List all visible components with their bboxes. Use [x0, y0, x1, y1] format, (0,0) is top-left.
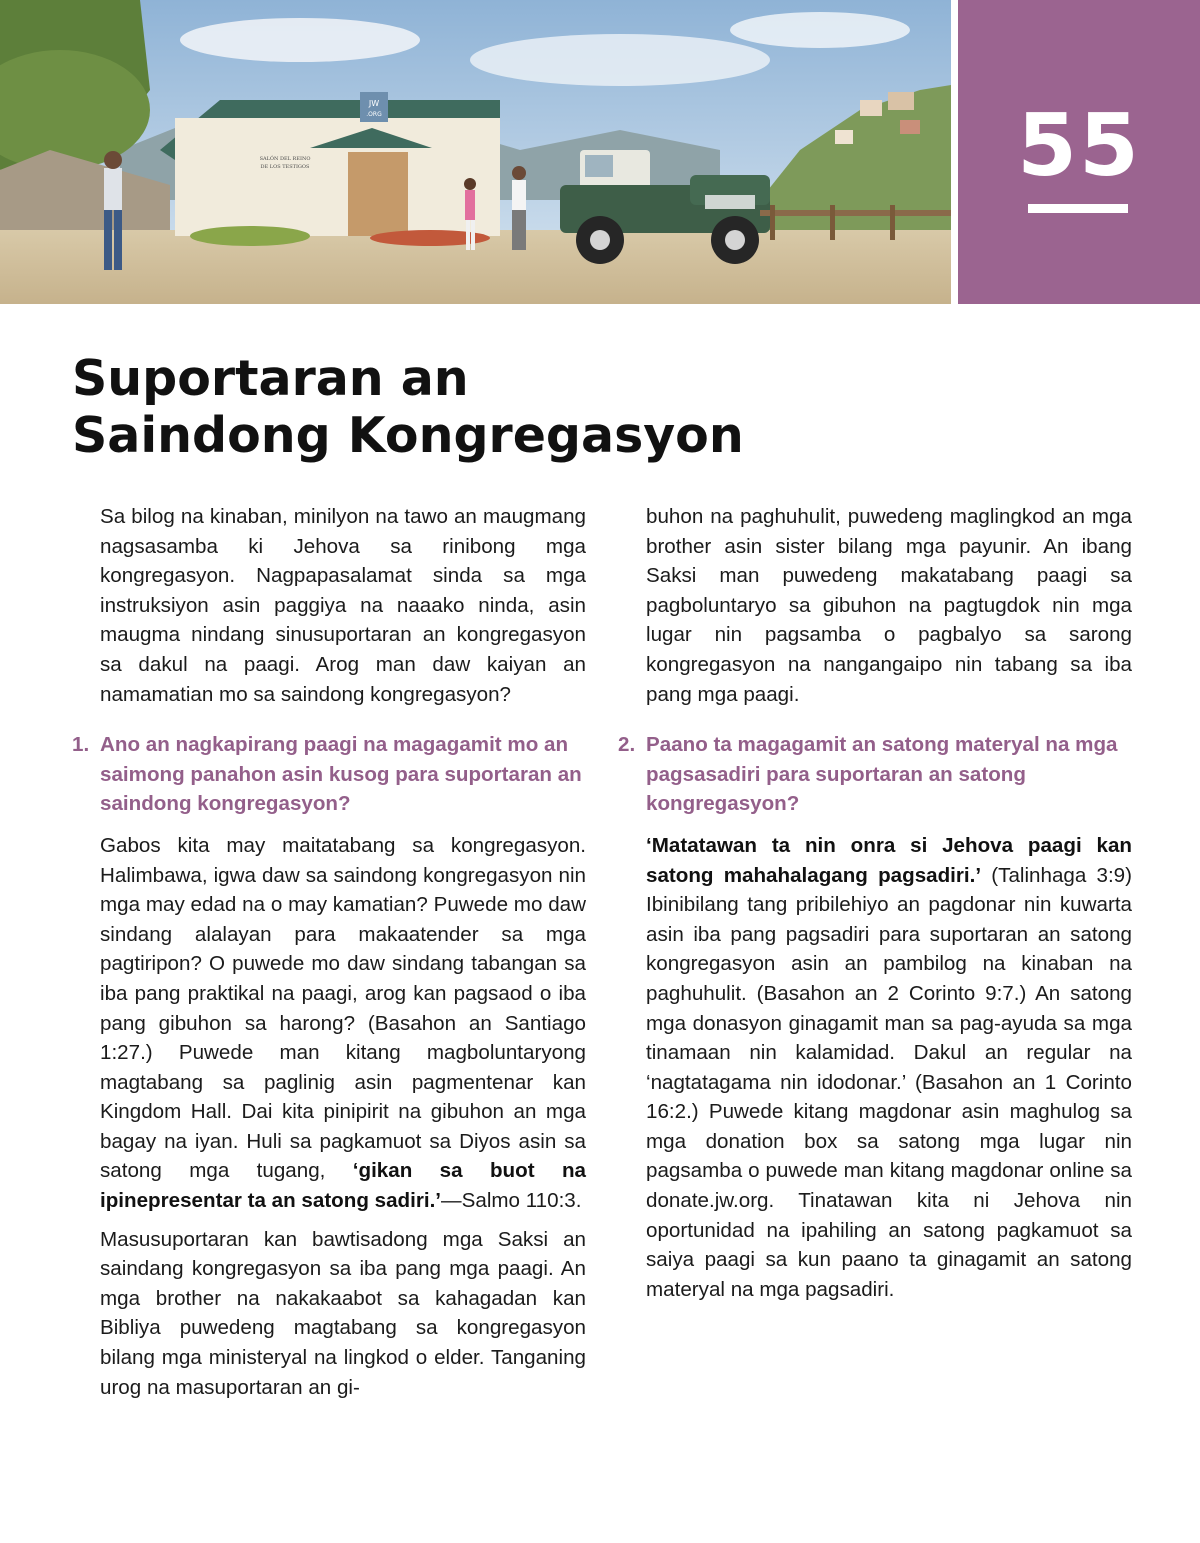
- question-2-paragraph-1: [646, 831, 1132, 1305]
- q1-p1-citation: —Salmo 110:3.: [441, 1189, 582, 1213]
- question-1-paragraph-1: [100, 831, 586, 1216]
- lesson-number: 55: [1017, 96, 1141, 196]
- svg-text:JW: JW: [368, 99, 380, 108]
- lesson-number-tab: [958, 0, 1200, 304]
- page-title-line-1: Suportaran an: [72, 350, 469, 407]
- left-column: [72, 502, 586, 1411]
- q1-p1-bold-quote: ‘gikan sa buot na ipinepresentar ta an satong sadiri.’: [100, 1159, 586, 1213]
- intro-paragraph: Sa bilog na kinaban, minilyon na tawo an maugmang nagsasamba ki Jehova sa rinibong mga kongregasyon. Nagpapasalamat sinda sa mga instruksiyon asin paggiya na naaako ninda, asin maugma nindang sinusuportaran an kongregasyon sa dakul na paagi. Arog man daw kaiyan an namamatian mo sa saindong kongregasyon?: [100, 505, 586, 706]
- question-2-text: Paano ta magagamit an satong materyal na mga pagsasadiri para suportaran an satong kongregasyon?: [646, 733, 1118, 816]
- right-column: [618, 502, 1132, 1313]
- svg-text:DE LOS TESTIGOS: DE LOS TESTIGOS: [260, 164, 310, 170]
- question-1-paragraph-2-end: buhon na paghuhulit, puwedeng maglingkod an mga brother asin sister bilang mga payunir. An ibang Saksi man puwedeng makatabang paagi sa pagboluntaryo sa gibuhon na pagtugdok nin mga lugar nin pagsamba o pagbalyo sa sarong kongregasyon na nangangaipo nin tabang sa iba pang mga paagi.: [646, 505, 1132, 706]
- header-banner: [0, 0, 1200, 304]
- question-1-number: 1.: [72, 733, 90, 757]
- question-2-number: 2.: [618, 733, 636, 757]
- question-2-heading: [618, 730, 1132, 819]
- lesson-number-underline: [1028, 204, 1128, 213]
- q1-p1-text: Gabos kita may maitatabang sa kongregasyon. Halimbawa, igwa daw sa saindong kongregasyon nin mga may edad na o may kamatian? Puwede mo daw sindang alalayan para makaatender sa mga pagtiripon? O puwede mo daw sindang tabangan sa iba pang praktikal na paagi, arog kan pagsaod o iba pang gibuhon sa harong? (Basahon an Santiago 1:27.) Puwede man kitang magboluntaryong magtabang sa paglinig asin pagmentenar kan Kingdom Hall. Dai kita pinipirit na gibuhon an mga bagay na iyan. Huli sa pagkamuot sa Diyos asin sa satong mga tugang,: [100, 833, 586, 1183]
- question-1-paragraph-2-start: Masusuportaran kan bawtisadong mga Saksi an saindang kongregasyon sa iba pang mga paagi. An mga brother na nakakaabot sa kahagadan kan Bibliya puwedeng magtabang sa kongregasyon bilang mga ministeryal na lingkod o elder. Tanganing urog na masuportaran an gi-: [100, 1227, 586, 1399]
- question-1-text: Ano an nagkapirang paagi na magagamit mo an saimong panahon asin kusog para suportaran an saindong kongregasyon?: [100, 733, 582, 816]
- svg-text:.ORG: .ORG: [366, 111, 382, 118]
- kingdom-hall-illustration: [0, 0, 951, 304]
- q2-p1-text: (Talinhaga 3:9) Ibinibilang tang pribilehiyo an pagdonar nin kuwarta asin iba pang pagsadiri para suportaran an satong kongregasyon asin an pambilog na kinaban na paghuhulit. (Basahon an 2 Corinto 9:7.) An satong mga donasyon ginagamit man sa pag-ayuda sa mga tinamaan nin kalamidad. Dakul an regular na ‘nagtatagama nin idodonar.’ (Basahon an 1 Corinto 16:2.) Puwede kitang magdonar asin maghulog sa mga donation box sa satong mga lugar nin pagsamba o puwede man kitang magdonar online sa donate.jw.org. Tinatawan kita ni Jehova nin oportunidad na ipahiling an satong pagkamuot sa saiya paagi sa kun paano ta ginagamit an satong materyal na mga pagsadiri.: [646, 863, 1132, 1301]
- page-title: [72, 350, 872, 464]
- q2-p1-bold-quote: ‘Matatawan ta nin onra si Jehova paagi kan satong mahahalagang pagsadiri.’: [646, 833, 1132, 887]
- question-1-heading: [72, 730, 586, 819]
- kingdom-hall-photo: [0, 0, 951, 304]
- page-title-line-2: Saindong Kongregasyon: [72, 407, 744, 464]
- svg-text:SALÓN DEL REINO: SALÓN DEL REINO: [259, 156, 311, 162]
